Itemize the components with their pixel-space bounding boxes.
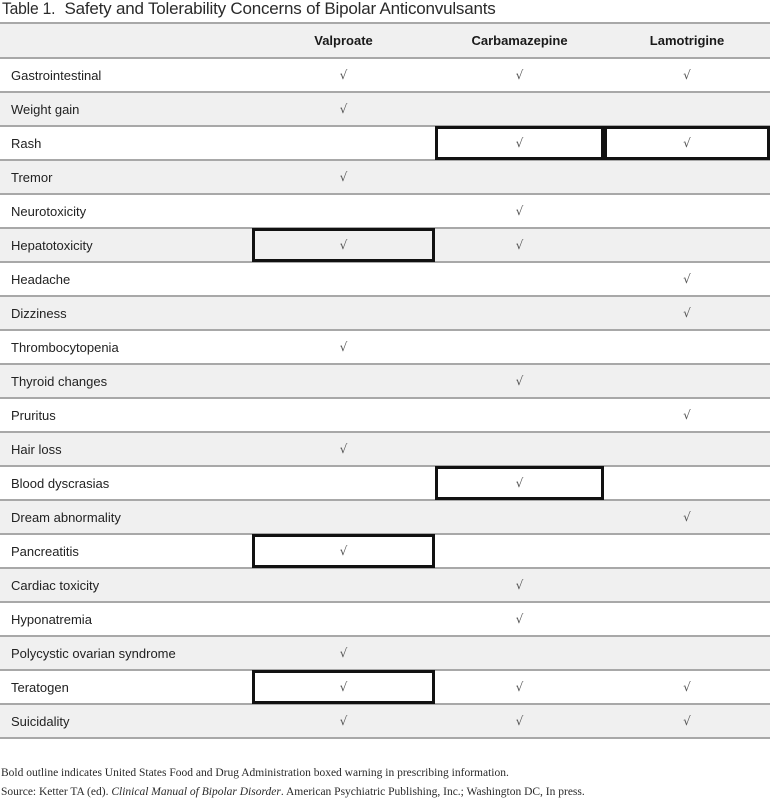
empty-cell-lamotrigine [604, 568, 770, 602]
empty-cell-lamotrigine [604, 160, 770, 194]
table-row [0, 704, 770, 738]
empty-cell-lamotrigine [604, 466, 770, 500]
table-row [0, 262, 770, 296]
check-mark-carbamazepine-boxed-warning: √ [435, 466, 604, 500]
table-row [0, 330, 770, 364]
row-label: Cardiac toxicity [0, 568, 252, 602]
check-mark-carbamazepine: √ [435, 364, 604, 398]
empty-cell-carbamazepine [435, 296, 604, 330]
empty-cell-valproate [252, 194, 435, 228]
row-label: Hair loss [0, 432, 252, 466]
check-mark-lamotrigine: √ [604, 670, 770, 704]
check-mark-lamotrigine: √ [604, 58, 770, 92]
check-mark-lamotrigine: √ [604, 398, 770, 432]
table-row [0, 194, 770, 228]
row-label: Thyroid changes [0, 364, 252, 398]
table-number: Table 1. [2, 0, 56, 18]
row-label: Pancreatitis [0, 534, 252, 568]
table-row [0, 228, 770, 262]
empty-cell-carbamazepine [435, 432, 604, 466]
table-row [0, 160, 770, 194]
row-label: Polycystic ovarian syndrome [0, 636, 252, 670]
empty-cell-carbamazepine [435, 160, 604, 194]
check-mark-lamotrigine: √ [604, 704, 770, 738]
column-header-concern [0, 23, 252, 58]
check-mark-carbamazepine: √ [435, 228, 604, 262]
row-label: Tremor [0, 160, 252, 194]
empty-cell-carbamazepine [435, 330, 604, 364]
check-mark-valproate: √ [252, 636, 435, 670]
header-row [0, 23, 770, 58]
empty-cell-lamotrigine [604, 636, 770, 670]
check-mark-valproate: √ [252, 330, 435, 364]
table-body [0, 58, 770, 738]
row-label: Pruritus [0, 398, 252, 432]
empty-cell-valproate [252, 466, 435, 500]
check-mark-lamotrigine: √ [604, 296, 770, 330]
check-mark-carbamazepine: √ [435, 704, 604, 738]
table-row [0, 58, 770, 92]
empty-cell-valproate [252, 296, 435, 330]
check-mark-valproate-boxed-warning: √ [252, 670, 435, 704]
source-suffix: . American Psychiatric Publishing, Inc.; Washington DC, In press. [280, 786, 585, 798]
check-mark-valproate: √ [252, 704, 435, 738]
column-header-lamotrigine: Lamotrigine [604, 23, 770, 58]
table-row [0, 364, 770, 398]
check-mark-valproate: √ [252, 58, 435, 92]
table-row [0, 534, 770, 568]
empty-cell-valproate [252, 602, 435, 636]
table-row [0, 432, 770, 466]
empty-cell-lamotrigine [604, 92, 770, 126]
anticonvulsant-concerns-table [0, 22, 770, 739]
row-label: Dizziness [0, 296, 252, 330]
empty-cell-valproate [252, 126, 435, 160]
check-mark-valproate-boxed-warning: √ [252, 534, 435, 568]
row-label: Blood dyscrasias [0, 466, 252, 500]
empty-cell-lamotrigine [604, 432, 770, 466]
empty-cell-valproate [252, 262, 435, 296]
row-label: Neurotoxicity [0, 194, 252, 228]
row-label: Thrombocytopenia [0, 330, 252, 364]
empty-cell-valproate [252, 398, 435, 432]
source-book-title: Clinical Manual of Bipolar Disorder [111, 786, 281, 798]
check-mark-carbamazepine: √ [435, 194, 604, 228]
check-mark-carbamazepine: √ [435, 58, 604, 92]
empty-cell-carbamazepine [435, 398, 604, 432]
row-label: Suicidality [0, 704, 252, 738]
footnote-source [1, 786, 585, 798]
check-mark-valproate-boxed-warning: √ [252, 228, 435, 262]
check-mark-carbamazepine: √ [435, 568, 604, 602]
check-mark-carbamazepine: √ [435, 602, 604, 636]
row-label: Gastrointestinal [0, 58, 252, 92]
empty-cell-lamotrigine [604, 330, 770, 364]
column-header-carbamazepine: Carbamazepine [435, 23, 604, 58]
table-row [0, 92, 770, 126]
empty-cell-carbamazepine [435, 500, 604, 534]
row-label: Dream abnormality [0, 500, 252, 534]
row-label: Teratogen [0, 670, 252, 704]
row-label: Weight gain [0, 92, 252, 126]
empty-cell-carbamazepine [435, 92, 604, 126]
empty-cell-valproate [252, 500, 435, 534]
table-title [2, 0, 496, 22]
empty-cell-lamotrigine [604, 194, 770, 228]
row-label: Rash [0, 126, 252, 160]
check-mark-valproate: √ [252, 92, 435, 126]
table-row [0, 636, 770, 670]
empty-cell-lamotrigine [604, 602, 770, 636]
source-prefix: Source: Ketter TA (ed). [1, 786, 112, 798]
empty-cell-lamotrigine [604, 364, 770, 398]
empty-cell-carbamazepine [435, 636, 604, 670]
check-mark-carbamazepine-boxed-warning: √ [435, 126, 604, 160]
check-mark-lamotrigine: √ [604, 500, 770, 534]
row-label: Hyponatremia [0, 602, 252, 636]
check-mark-valproate: √ [252, 432, 435, 466]
table-caption: Safety and Tolerability Concerns of Bipolar Anticonvulsants [64, 0, 496, 18]
table-row [0, 568, 770, 602]
table-row [0, 126, 770, 160]
check-mark-lamotrigine-boxed-warning: √ [604, 126, 770, 160]
empty-cell-valproate [252, 364, 435, 398]
table-row [0, 670, 770, 704]
table-row [0, 466, 770, 500]
table-row [0, 398, 770, 432]
empty-cell-valproate [252, 568, 435, 602]
check-mark-carbamazepine: √ [435, 670, 604, 704]
row-label: Hepatotoxicity [0, 228, 252, 262]
check-mark-valproate: √ [252, 160, 435, 194]
empty-cell-lamotrigine [604, 228, 770, 262]
row-label: Headache [0, 262, 252, 296]
table-row [0, 296, 770, 330]
column-header-valproate: Valproate [252, 23, 435, 58]
table-row [0, 500, 770, 534]
footnote-boxed-warning: Bold outline indicates United States Food and Drug Administration boxed warning in prescribing information. [1, 767, 509, 779]
empty-cell-carbamazepine [435, 262, 604, 296]
empty-cell-carbamazepine [435, 534, 604, 568]
table-row [0, 602, 770, 636]
empty-cell-lamotrigine [604, 534, 770, 568]
check-mark-lamotrigine: √ [604, 262, 770, 296]
